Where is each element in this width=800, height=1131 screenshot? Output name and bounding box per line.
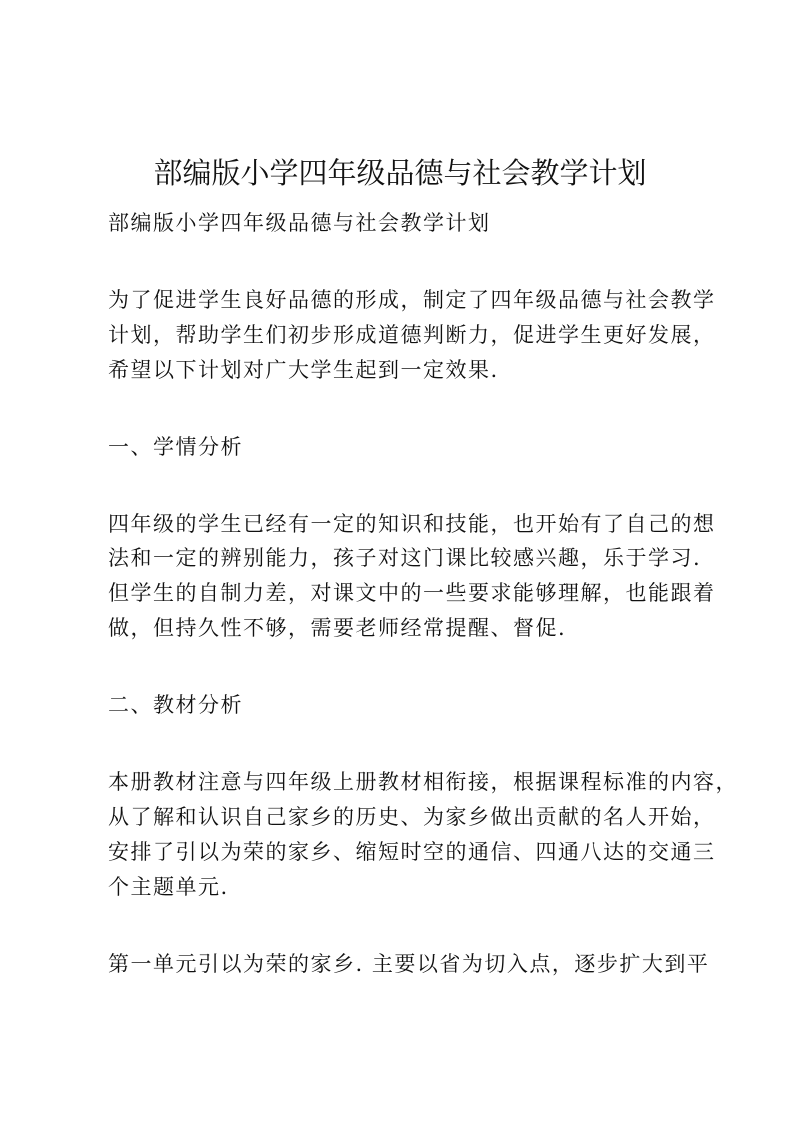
intro-line-2: 计划，帮助学生们初步形成道德判断力，促进学生更好发展， [108, 323, 716, 347]
document-subtitle: 部编版小学四年级品德与社会教学计划 [108, 211, 491, 235]
intro-line-3: 希望以下计划对广大学生起到一定效果. [108, 358, 499, 382]
section2-line-1: 本册教材注意与四年级上册教材相衔接，根据课程标准的内容， [108, 770, 738, 794]
section-heading-learning-analysis: 一、学情分析 [108, 435, 243, 459]
intro-line-1: 为了促进学生良好品德的形成，制定了四年级品德与社会教学 [108, 288, 716, 312]
document-title: 部编版小学四年级品德与社会教学计划 [153, 156, 647, 190]
section-heading-textbook-analysis: 二、教材分析 [108, 693, 243, 717]
section2-line-3: 安排了引以为荣的家乡、缩短时空的通信、四通八达的交通三 [108, 840, 716, 864]
section1-line-4: 做，但持久性不够，需要老师经常提醒、督促. [108, 616, 567, 640]
section1-line-1: 四年级的学生已经有一定的知识和技能，也开始有了自己的想 [108, 512, 716, 536]
section3-line-1: 第一单元引以为荣的家乡. 主要以省为切入点，逐步扩大到平 [108, 952, 710, 976]
section1-line-3: 但学生的自制力差，对课文中的一些要求能够理解，也能跟着 [108, 581, 716, 605]
section2-line-2: 从了解和认识自己家乡的历史、为家乡做出贡献的名人开始， [108, 805, 716, 829]
section2-line-4: 个主题单元. [108, 875, 229, 899]
section1-line-2: 法和一定的辨别能力，孩子对这门课比较感兴趣，乐于学习. [108, 546, 702, 570]
